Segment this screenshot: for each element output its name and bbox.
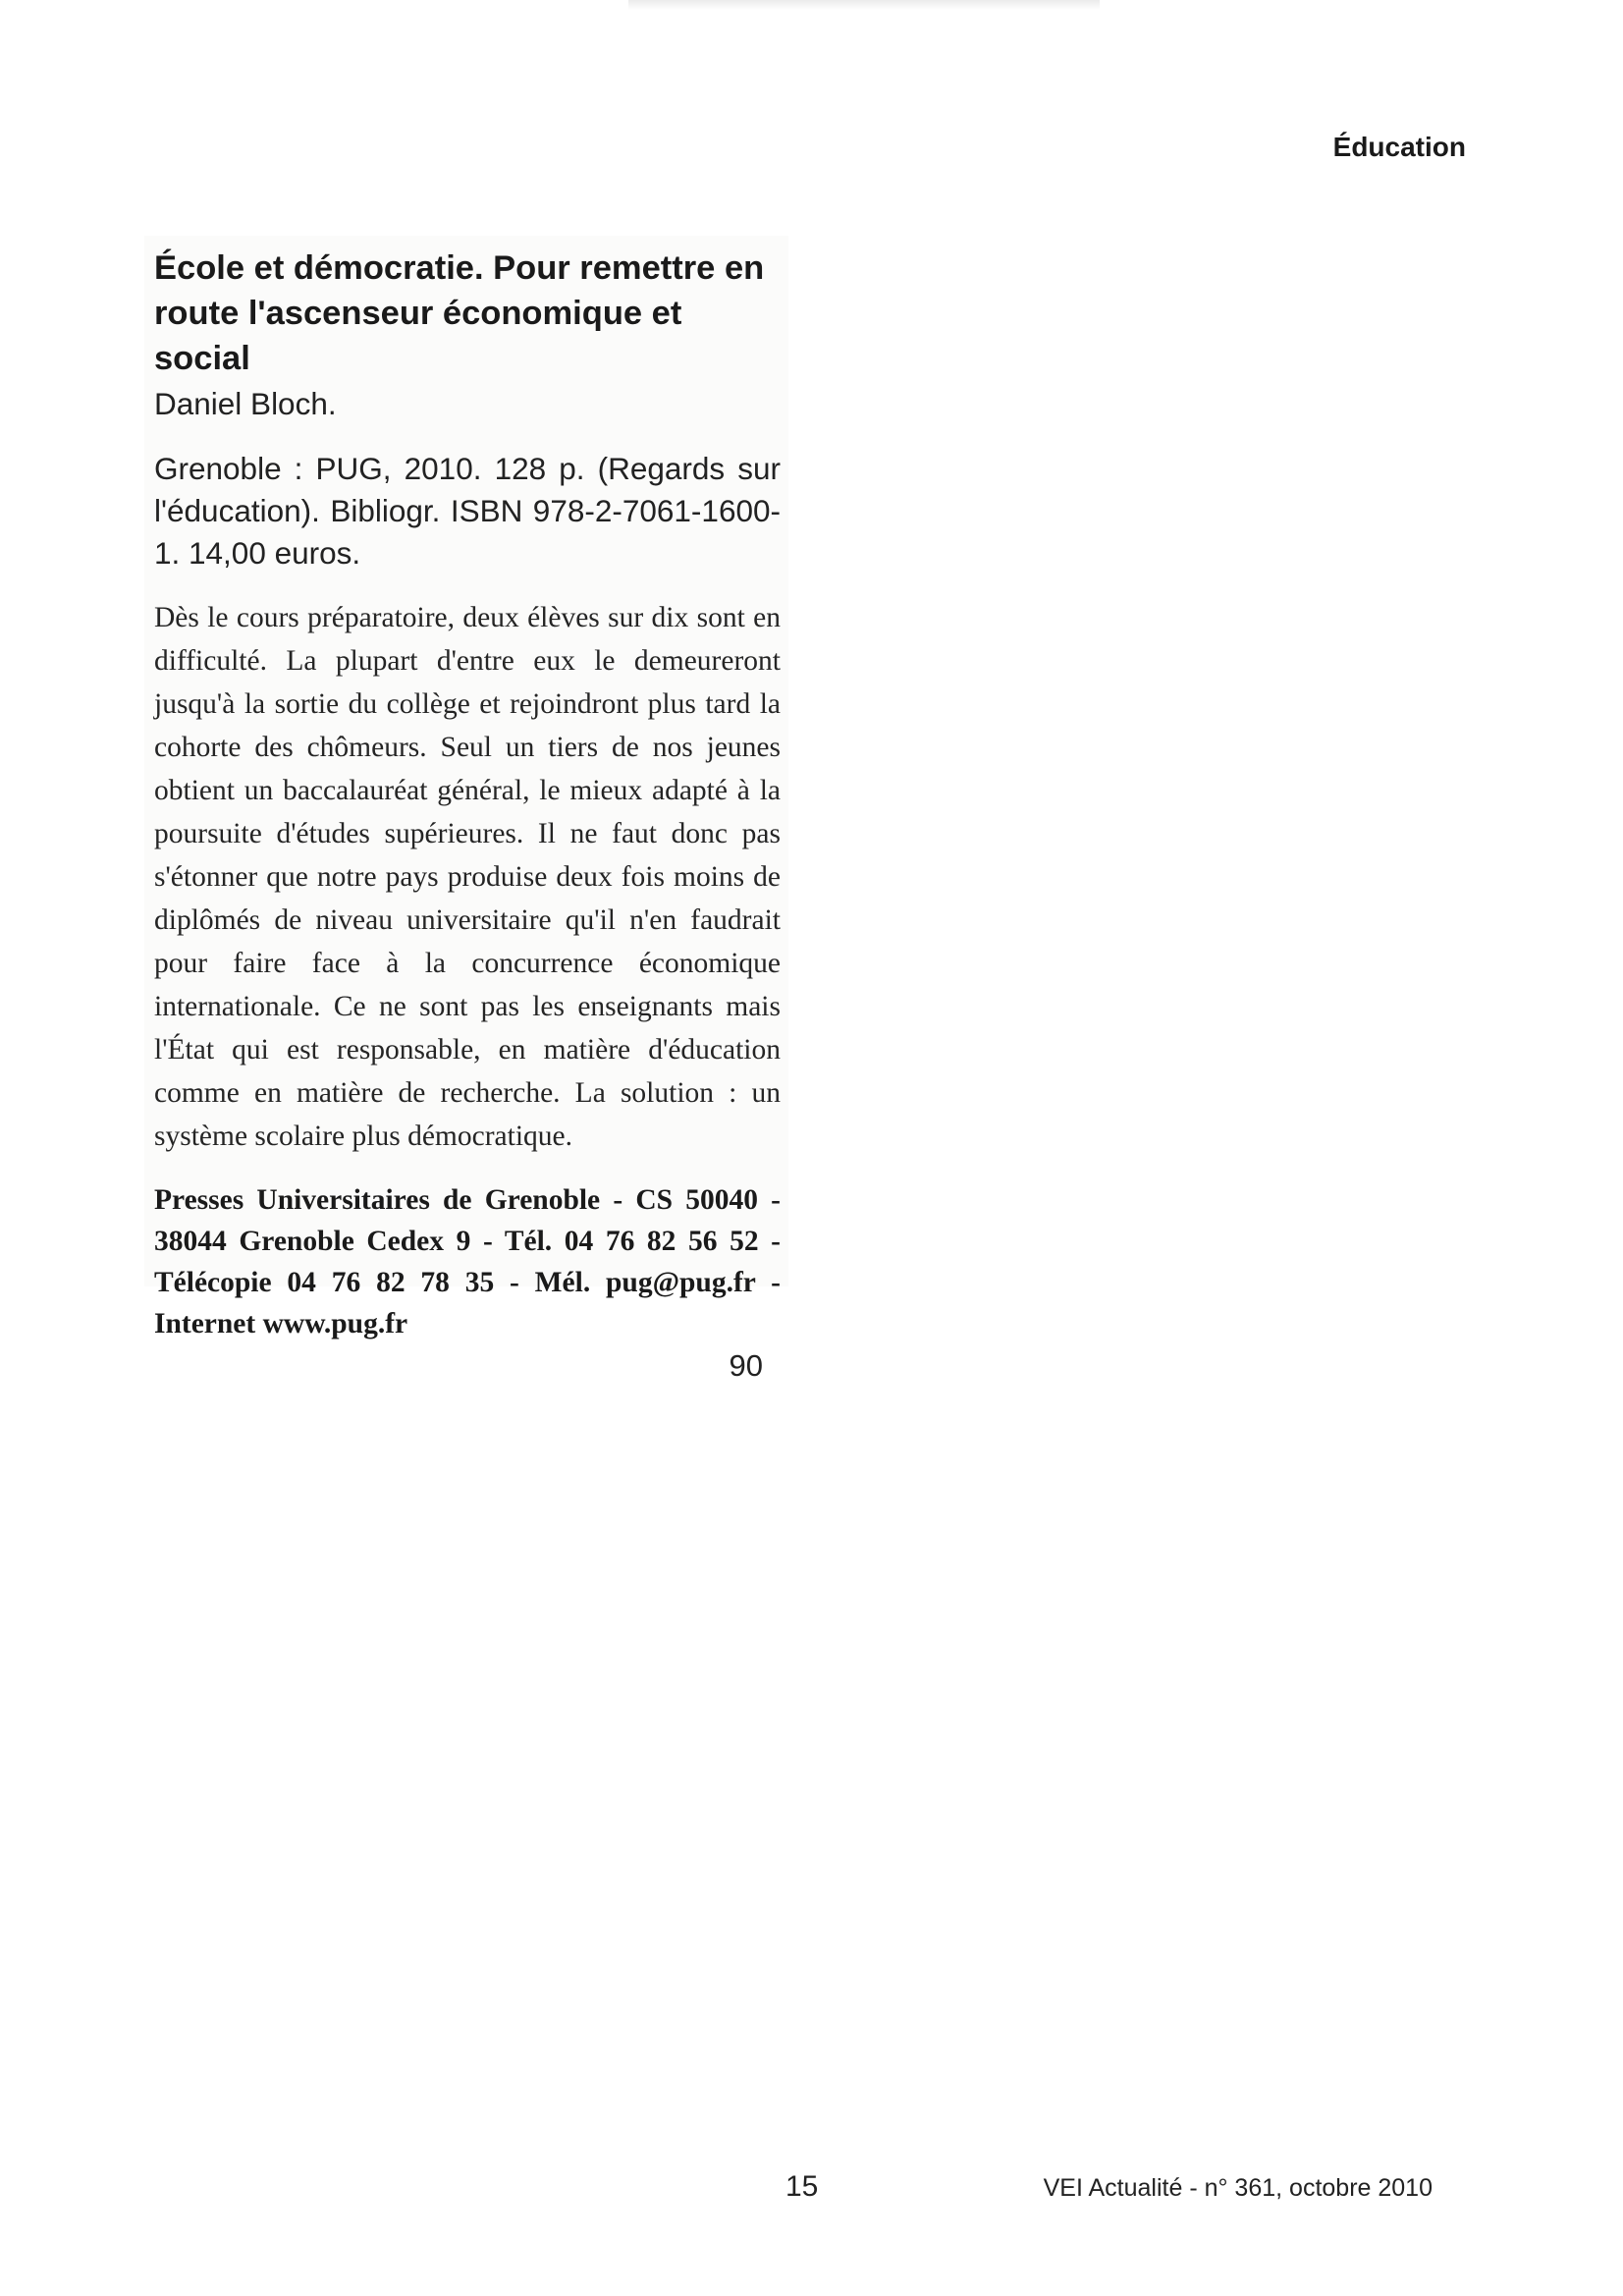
bibliographic-details: Grenoble : PUG, 2010. 128 p. (Regards sur l'éducation). Bibliogr. ISBN 978-2-7061-1600-1. 14,00 euros.	[154, 451, 781, 571]
book-review-content	[154, 246, 781, 1384]
publisher-contact: Presses Universitaires de Grenoble - CS 50040 - 38044 Grenoble Cedex 9 - Tél. 04 76 82 56 52 - Télécopie 04 76 82 78 35 - Mél. pug@pug.fr - Internet www.pug.fr	[154, 1184, 781, 1339]
book-author: Daniel Bloch.	[154, 386, 337, 421]
scan-edge-shadow	[628, 0, 1100, 10]
issue-info: VEI Actualité - n° 361, octobre 2010	[1043, 2174, 1433, 2202]
page-number: 15	[785, 2170, 819, 2203]
book-review	[144, 236, 788, 1383]
book-title: École et démocratie. Pour remettre en route l'ascenseur économique et social	[154, 249, 765, 377]
book-summary: Dès le cours préparatoire, deux élèves sur dix sont en difficulté. La plupart d'entre eux le demeureront jusqu'à la sortie du collège et rejoindront plus tard la cohorte des chômeurs. Seul un tiers de nos jeunes obtient un baccalauréat général, le mieux adapté à la poursuite d'études supérieures. Il ne faut donc pas s'étonner que notre pays produise deux fois moins de diplômés de niveau universitaire qu'il n'en faudrait pour faire face à la concurrence économique internationale. Ce ne sont pas les enseignants mais l'État qui est responsable, en matière d'éducation comme en matière de recherche. La solution : un système scolaire plus démocratique.	[154, 602, 781, 1152]
section-heading: Éducation	[1332, 132, 1466, 162]
review-number: 90	[729, 1348, 763, 1383]
